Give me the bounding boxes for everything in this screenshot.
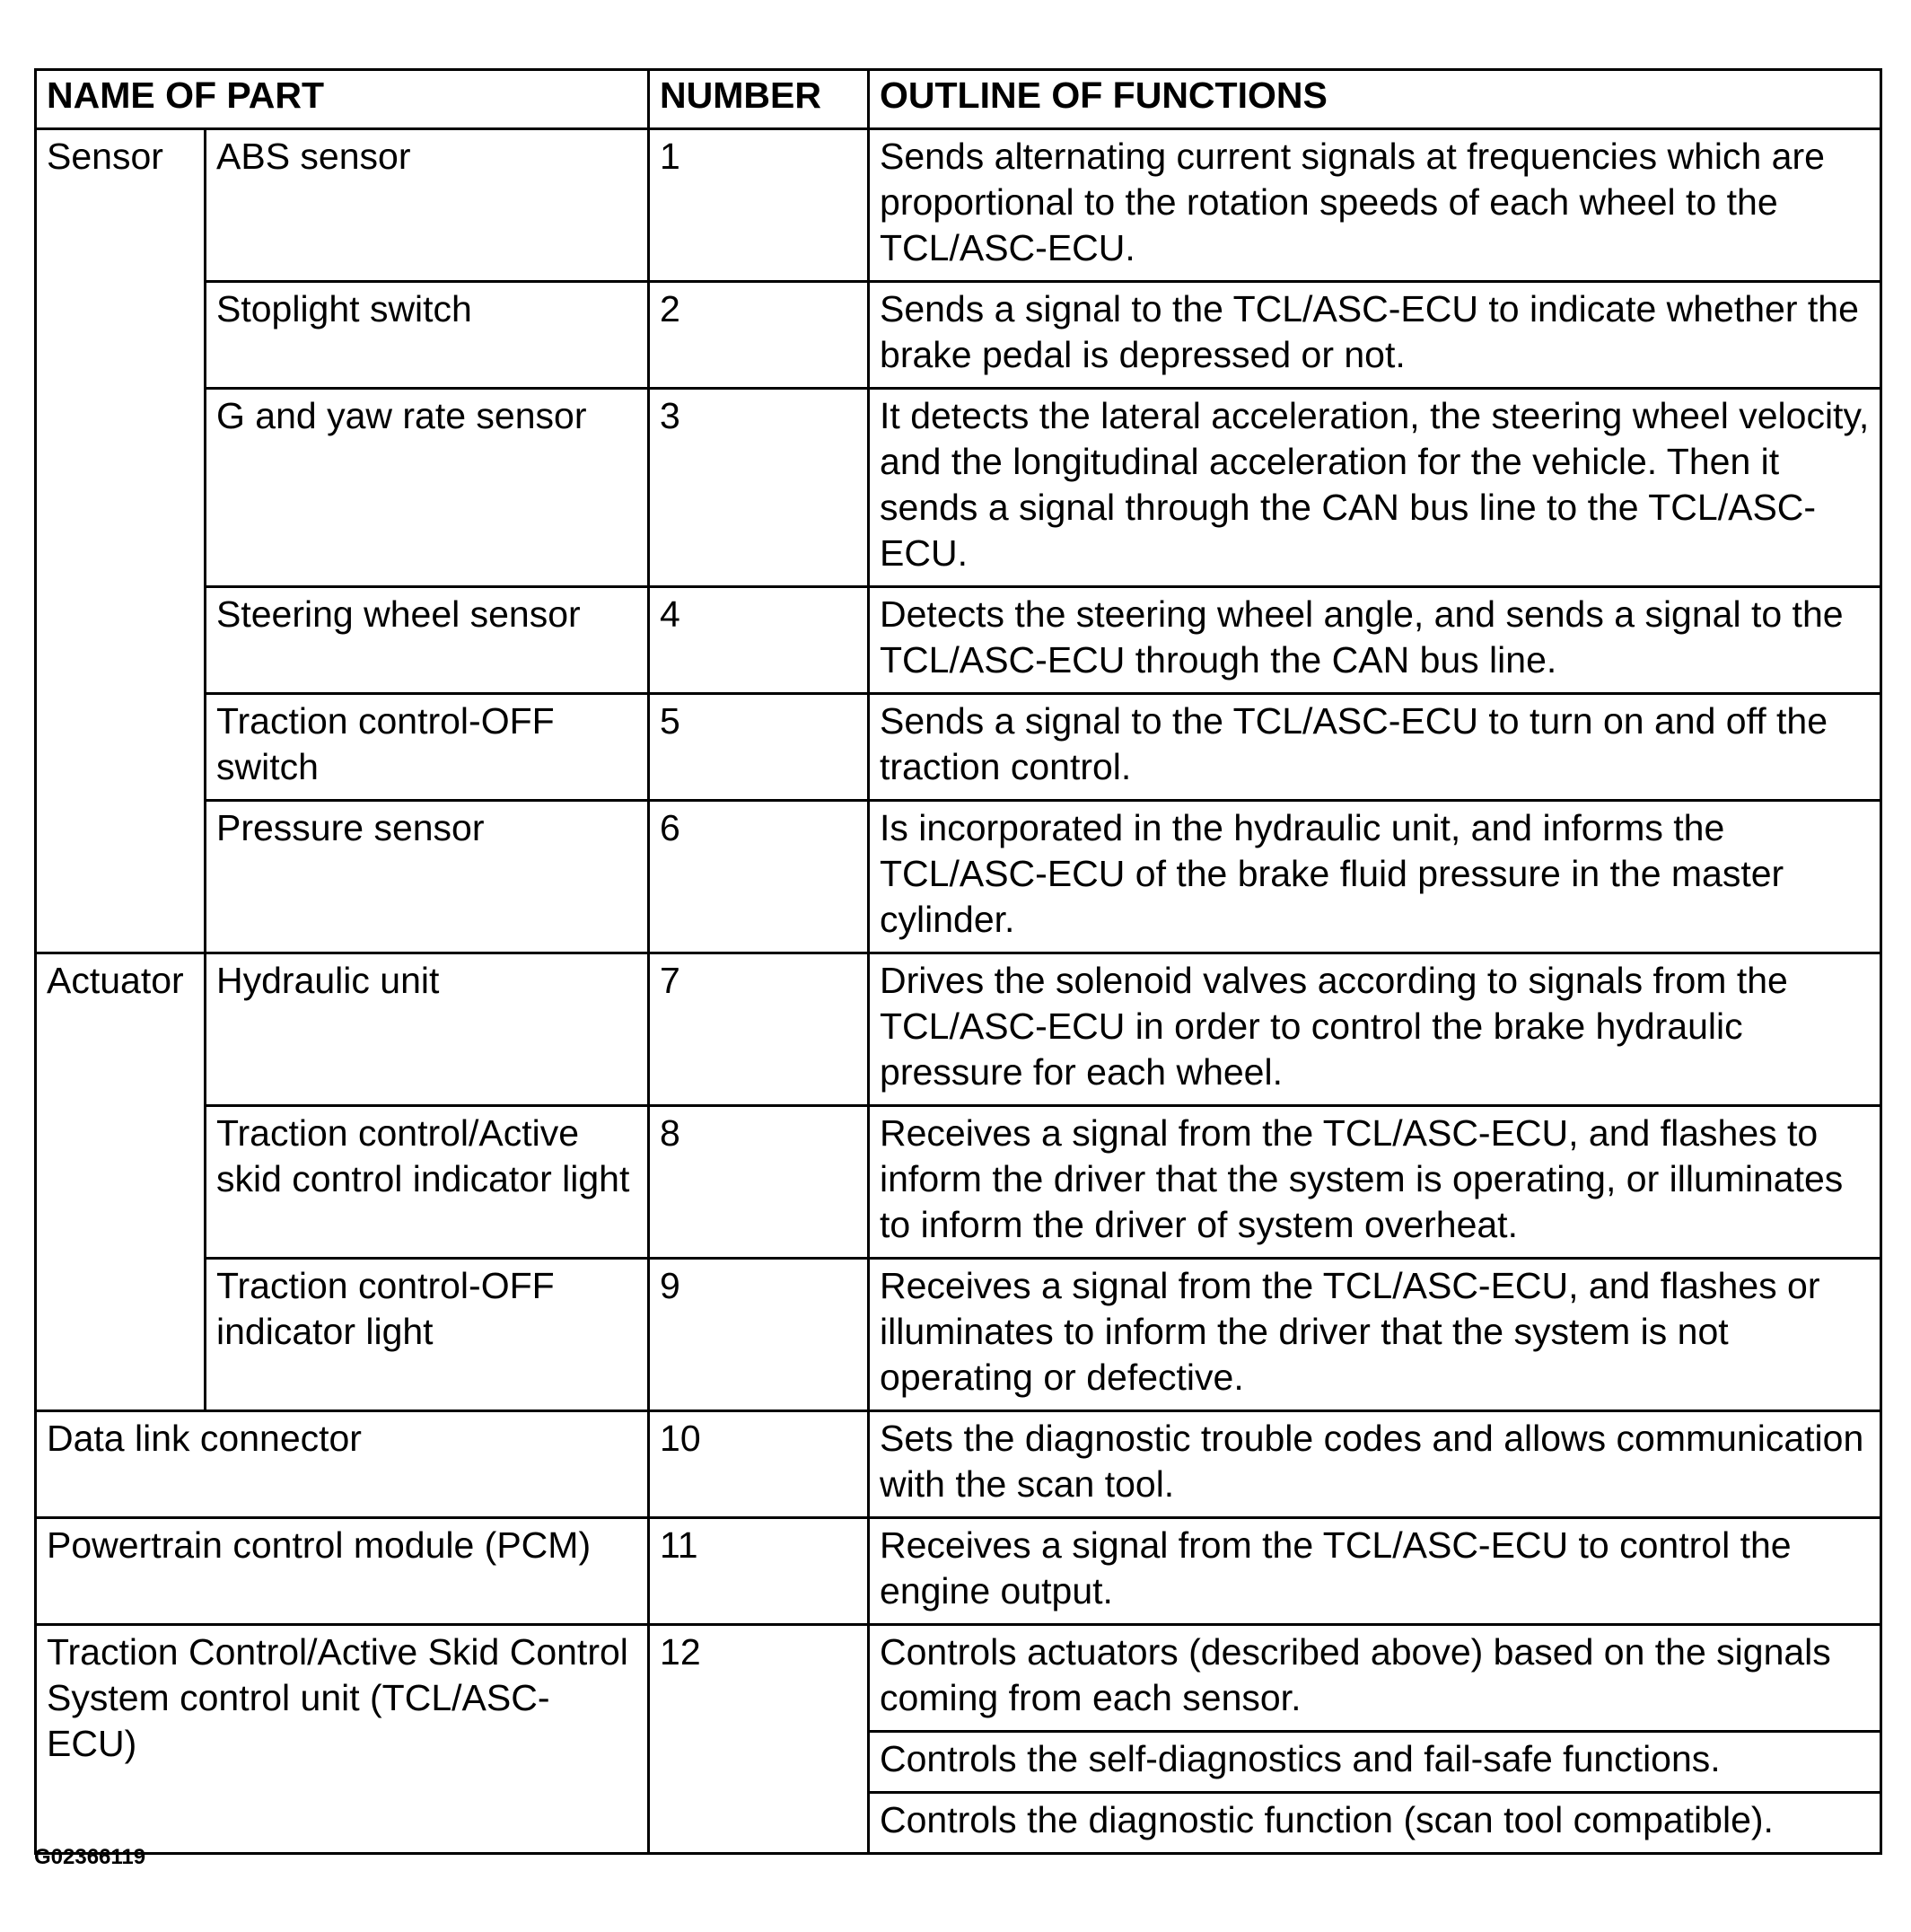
part-name: Pressure sensor	[206, 801, 649, 953]
part-outline: Receives a signal from the TCL/ASC-ECU, and flashes or illuminates to inform the driver that the system is not operating or defective.	[869, 1259, 1881, 1411]
part-outline: It detects the lateral acceleration, the steering wheel velocity, and the longitudinal acceleration for the vehicle. Then it sends a signal through the CAN bus line to the TCL/ASC-ECU.	[869, 389, 1881, 587]
part-name: Traction control-OFF switch	[206, 694, 649, 801]
part-number: 11	[649, 1518, 869, 1625]
table-row	[36, 389, 1881, 587]
part-number: 2	[649, 282, 869, 389]
part-name: Traction control/Active skid control indicator light	[206, 1106, 649, 1259]
part-name: Powertrain control module (PCM)	[36, 1518, 649, 1625]
table-row	[36, 1625, 1881, 1732]
part-name: G and yaw rate sensor	[206, 389, 649, 587]
part-number: 9	[649, 1259, 869, 1411]
part-number: 5	[649, 694, 869, 801]
part-outline: Is incorporated in the hydraulic unit, and informs the TCL/ASC-ECU of the brake fluid pressure in the master cylinder.	[869, 801, 1881, 953]
table-row	[36, 282, 1881, 389]
group-actuator: Actuator	[36, 953, 206, 1411]
table-row	[36, 953, 1881, 1106]
part-name: ABS sensor	[206, 129, 649, 282]
part-outline: Receives a signal from the TCL/ASC-ECU, and flashes to inform the driver that the system is operating, or illuminates to inform the driver of system overheat.	[869, 1106, 1881, 1259]
header-outline-of-functions: OUTLINE OF FUNCTIONS	[869, 70, 1881, 129]
part-name: Steering wheel sensor	[206, 587, 649, 694]
table-row	[36, 1518, 1881, 1625]
part-name: Traction control-OFF indicator light	[206, 1259, 649, 1411]
part-outline: Sends alternating current signals at frequencies which are proportional to the rotation speeds of each wheel to the TCL/ASC-ECU.	[869, 129, 1881, 282]
part-outline: Sets the diagnostic trouble codes and allows communication with the scan tool.	[869, 1411, 1881, 1518]
header-row	[36, 70, 1881, 129]
table-row	[36, 129, 1881, 282]
part-outline: Drives the solenoid valves according to signals from the TCL/ASC-ECU in order to control the brake hydraulic pressure for each wheel.	[869, 953, 1881, 1106]
part-name: Hydraulic unit	[206, 953, 649, 1106]
part-number: 6	[649, 801, 869, 953]
parts-function-table	[34, 68, 1882, 1855]
figure-id: G02366119	[34, 1845, 146, 1869]
part-name: Traction Control/Active Skid Control System control unit (TCL/ASC-ECU)	[36, 1625, 649, 1854]
part-name: Data link connector	[36, 1411, 649, 1518]
header-name-of-part: NAME OF PART	[36, 70, 649, 129]
header-number: NUMBER	[649, 70, 869, 129]
part-outline: Sends a signal to the TCL/ASC-ECU to indicate whether the brake pedal is depressed or not.	[869, 282, 1881, 389]
part-number: 10	[649, 1411, 869, 1518]
table-row	[36, 1106, 1881, 1259]
part-outline: Receives a signal from the TCL/ASC-ECU to control the engine output.	[869, 1518, 1881, 1625]
part-outline: Controls actuators (described above) based on the signals coming from each sensor.	[869, 1625, 1881, 1732]
part-outline: Sends a signal to the TCL/ASC-ECU to turn on and off the traction control.	[869, 694, 1881, 801]
part-outline: Detects the steering wheel angle, and sends a signal to the TCL/ASC-ECU through the CAN bus line.	[869, 587, 1881, 694]
table-row	[36, 587, 1881, 694]
table-row	[36, 801, 1881, 953]
part-name: Stoplight switch	[206, 282, 649, 389]
table-row	[36, 1411, 1881, 1518]
part-number: 3	[649, 389, 869, 587]
part-number: 8	[649, 1106, 869, 1259]
part-number: 7	[649, 953, 869, 1106]
group-sensor: Sensor	[36, 129, 206, 953]
part-outline: Controls the self-diagnostics and fail-safe functions.	[869, 1732, 1881, 1793]
part-outline: Controls the diagnostic function (scan tool compatible).	[869, 1793, 1881, 1854]
part-number: 1	[649, 129, 869, 282]
table-row	[36, 694, 1881, 801]
part-number: 4	[649, 587, 869, 694]
part-number: 12	[649, 1625, 869, 1854]
table-row	[36, 1259, 1881, 1411]
